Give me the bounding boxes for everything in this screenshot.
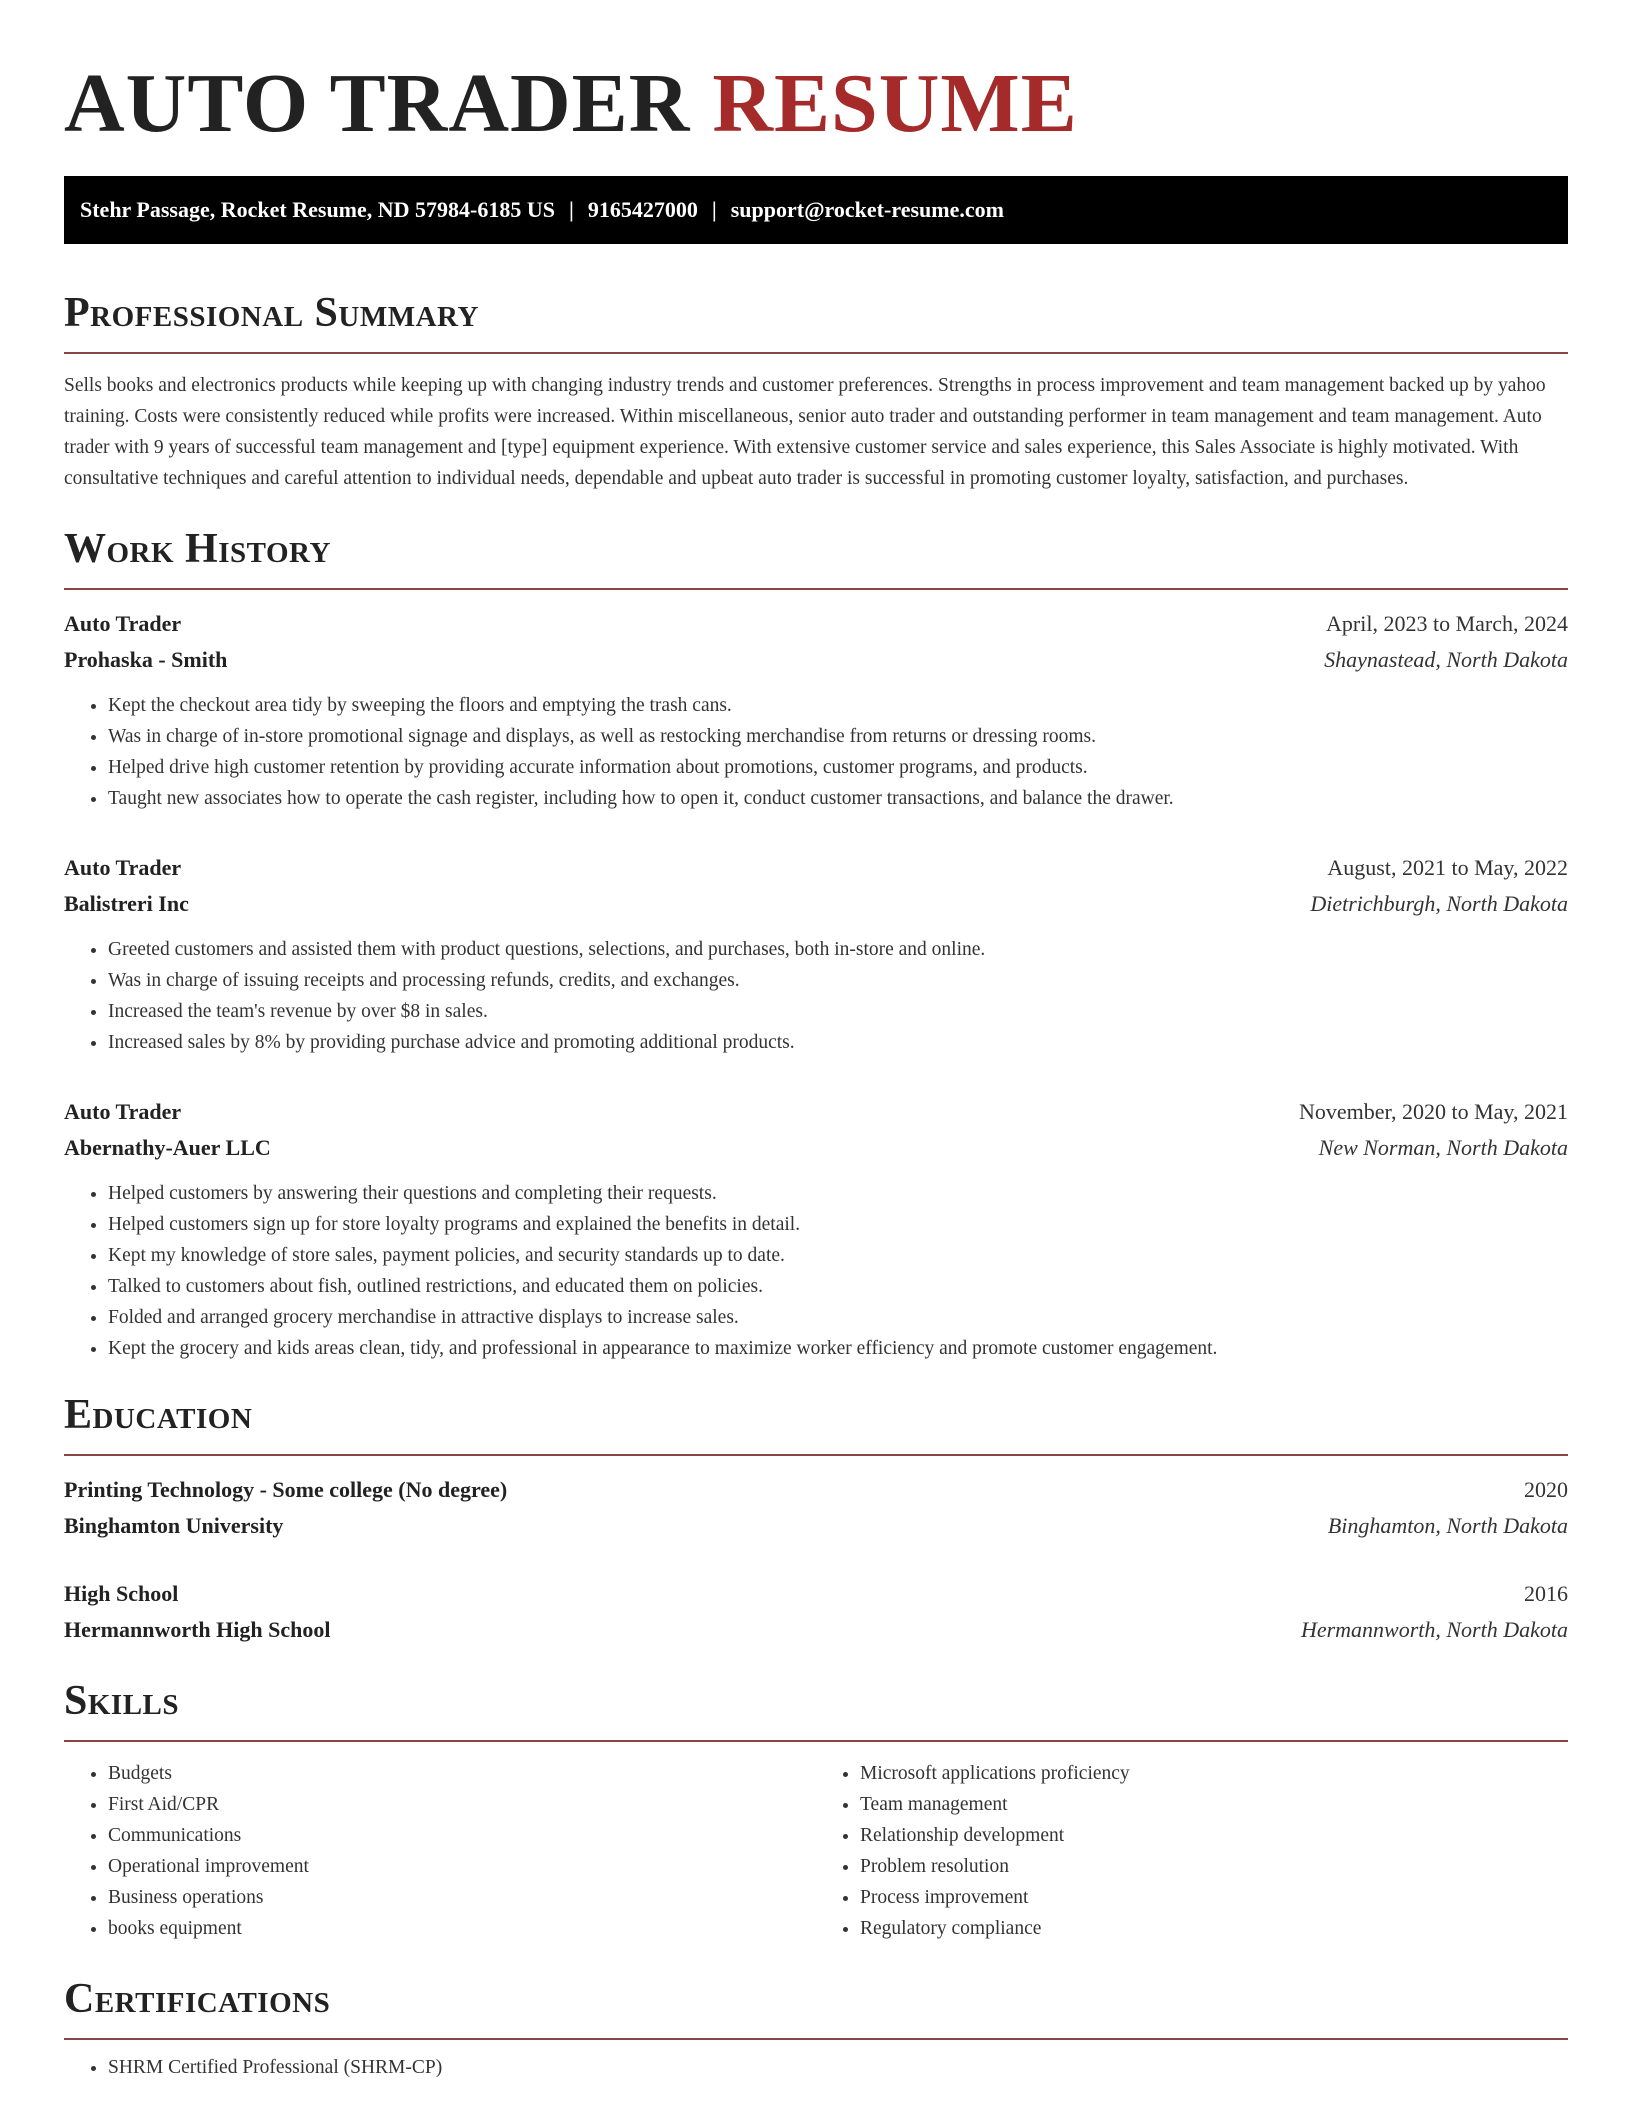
contact-phone[interactable]: 9165427000 — [587, 197, 698, 222]
skill-item: • Operational improvement — [108, 1851, 816, 1882]
education-school: Binghamton University — [64, 1513, 284, 1538]
skill-item: • Microsoft applications proficiency — [860, 1758, 1568, 1789]
job-company-row — [64, 642, 1568, 678]
contact-bar — [64, 176, 1568, 244]
skill-item: • Business operations — [108, 1882, 816, 1913]
job-duties-list — [64, 690, 1568, 814]
job-entry — [64, 606, 1568, 814]
job-duty-item: • Folded and arranged grocery merchandise in attractive displays to increase sales. — [108, 1302, 1568, 1333]
job-company: Abernathy-Auer LLC — [64, 1135, 271, 1160]
summary-section — [64, 288, 1568, 494]
skills-heading: Skills — [64, 1676, 1568, 1742]
job-title: Auto Trader — [64, 855, 182, 880]
title-accent: RESUME — [712, 57, 1078, 150]
job-dates: August, 2021 to May, 2022 — [1327, 855, 1568, 880]
contact-email[interactable]: support@rocket-resume.com — [730, 197, 1004, 222]
skill-item: • Regulatory compliance — [860, 1913, 1568, 1944]
job-entry — [64, 1094, 1568, 1364]
certifications-list — [64, 2052, 1568, 2083]
job-company: Balistreri Inc — [64, 891, 189, 916]
job-location: Dietrichburgh, North Dakota — [1310, 891, 1568, 916]
job-duty-item: • Increased sales by 8% by providing purchase advice and promoting additional products. — [108, 1027, 1568, 1058]
contact-separator: | — [569, 197, 574, 222]
contact-separator: | — [711, 197, 717, 222]
summary-text: Sells books and electronics products while keeping up with changing industry trends and customer preferences. Strengths in process improvement and team management backed up by yahoo training. Costs were consistently reduced while profits were increased. Within miscellaneous, senior auto trader and outstanding performer in team management and team management. Auto trader with 9 years of successful team management and [type] equipment experience. With extensive customer service and sales experience, this Sales Associate is highly motivated. With consultative techniques and careful attention to individual needs, dependable and upbeat auto trader is successful in promoting customer loyalty, satisfaction, and purchases. — [64, 375, 1546, 489]
job-duty-item: • Kept the grocery and kids areas clean, tidy, and professional in appearance to maximize worker efficiency and promote customer engagement. — [108, 1333, 1568, 1364]
job-title: Auto Trader — [64, 611, 182, 636]
job-location: Shaynastead, North Dakota — [1324, 647, 1568, 672]
job-header-row — [64, 850, 1568, 886]
job-title: Auto Trader — [64, 1099, 182, 1124]
work-history-section — [64, 524, 1568, 1364]
job-company: Prohaska - Smith — [64, 647, 228, 672]
skill-item: • Process improvement — [860, 1882, 1568, 1913]
education-year: 2016 — [1524, 1581, 1568, 1606]
skills-list-left — [64, 1758, 816, 1944]
skill-item: • First Aid/CPR — [108, 1789, 816, 1820]
skill-item: • Budgets — [108, 1758, 816, 1789]
job-duty-item: • Helped customers by answering their questions and completing their requests. — [108, 1178, 1568, 1209]
education-list — [64, 1472, 1568, 1648]
job-duty-item: • Helped customers sign up for store loyalty programs and explained the benefits in detail. — [108, 1209, 1568, 1240]
job-duty-item: • Kept the checkout area tidy by sweeping the floors and emptying the trash cans. — [108, 690, 1568, 721]
job-duty-item: • Talked to customers about fish, outlined restrictions, and educated them on policies. — [108, 1271, 1568, 1302]
job-duty-item: • Helped drive high customer retention by providing accurate information about promotions, customer programs, and products. — [108, 752, 1568, 783]
job-company-row — [64, 886, 1568, 922]
job-duty-item: • Taught new associates how to operate the cash register, including how to open it, conduct customer transactions, and balance the drawer. — [108, 783, 1568, 814]
job-duty-item: • Was in charge of in-store promotional signage and displays, as well as restocking merchandise from returns or dressing rooms. — [108, 721, 1568, 752]
work-history-list — [64, 606, 1568, 1364]
education-school: Hermannworth High School — [64, 1617, 331, 1642]
skill-item: • Relationship development — [860, 1820, 1568, 1851]
job-header-row — [64, 606, 1568, 642]
contact-address: Stehr Passage, Rocket Resume, ND 57984-6185 US — [80, 197, 555, 222]
education-school-row — [64, 1508, 1568, 1544]
education-degree: High School — [64, 1581, 179, 1606]
education-entry — [64, 1472, 1568, 1544]
education-degree: Printing Technology - Some college (No degree) — [64, 1477, 508, 1502]
education-entry — [64, 1576, 1568, 1648]
job-location: New Norman, North Dakota — [1318, 1135, 1568, 1160]
work-history-heading: Work History — [64, 524, 1568, 590]
job-company-row — [64, 1130, 1568, 1166]
education-location: Hermannworth, North Dakota — [1300, 1617, 1568, 1642]
education-header-row — [64, 1576, 1568, 1612]
skill-item: • Team management — [860, 1789, 1568, 1820]
skill-item: • books equipment — [108, 1913, 816, 1944]
job-duty-item: • Increased the team's revenue by over $8 in sales. — [108, 996, 1568, 1027]
job-duty-item: • Kept my knowledge of store sales, payment policies, and security standards up to date. — [108, 1240, 1568, 1271]
certifications-section — [64, 1974, 1568, 2083]
job-duties-list — [64, 934, 1568, 1058]
job-duty-item: • Was in charge of issuing receipts and processing refunds, credits, and exchanges. — [108, 965, 1568, 996]
job-duties-list — [64, 1178, 1568, 1364]
skills-list-right — [816, 1758, 1568, 1944]
title-main: AUTO TRADER — [64, 57, 691, 150]
skill-item: • Problem resolution — [860, 1851, 1568, 1882]
education-heading: Education — [64, 1390, 1568, 1456]
education-year: 2020 — [1524, 1477, 1568, 1502]
resume-title — [64, 56, 1568, 152]
skills-section — [64, 1676, 1568, 1944]
job-entry — [64, 850, 1568, 1058]
job-duty-item: • Greeted customers and assisted them with product questions, selections, and purchases, both in-store and online. — [108, 934, 1568, 965]
job-dates: April, 2023 to March, 2024 — [1326, 611, 1568, 636]
education-section — [64, 1390, 1568, 1648]
skill-item: • Communications — [108, 1820, 816, 1851]
job-dates: November, 2020 to May, 2021 — [1299, 1099, 1568, 1124]
certification-item: • SHRM Certified Professional (SHRM-CP) — [108, 2052, 1568, 2083]
summary-heading: Professional Summary — [64, 288, 1568, 354]
education-location: Binghamton, North Dakota — [1327, 1513, 1568, 1538]
certifications-heading: Certifications — [64, 1974, 1568, 2040]
education-header-row — [64, 1472, 1568, 1508]
job-header-row — [64, 1094, 1568, 1130]
education-school-row — [64, 1612, 1568, 1648]
skills-columns — [64, 1758, 1568, 1944]
